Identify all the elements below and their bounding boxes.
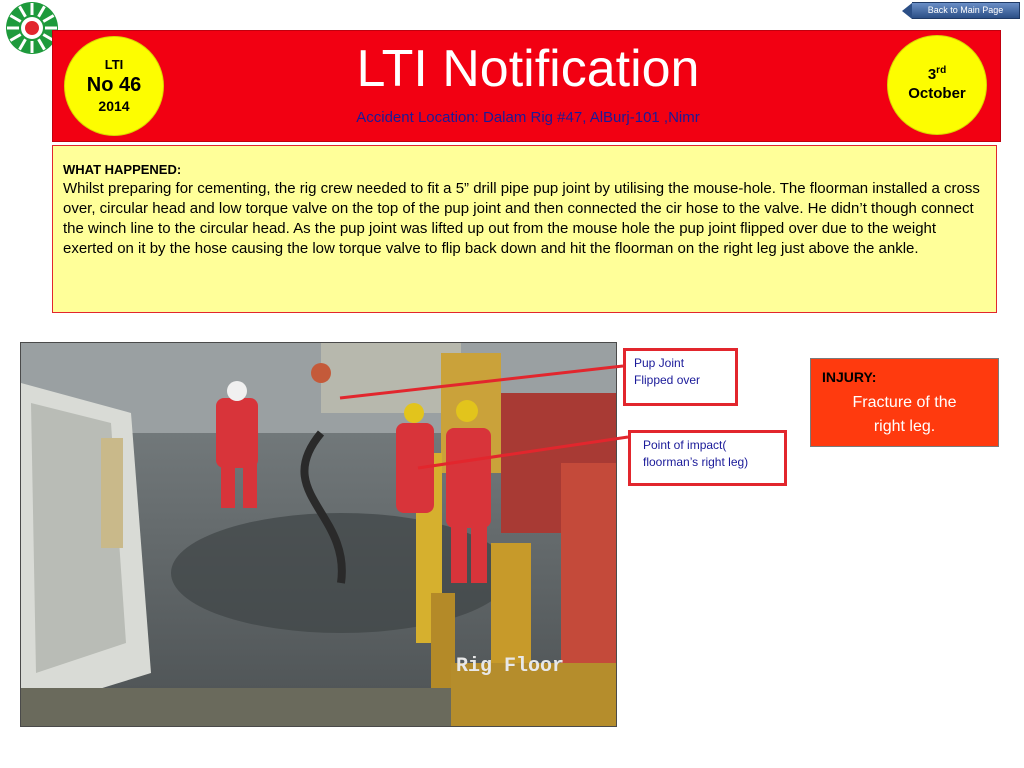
badge-lti-year: 2014 (98, 98, 130, 114)
badge-lti-label: LTI (104, 57, 124, 72)
badge-lti-number: No 46 (86, 74, 142, 96)
incident-photo (20, 342, 617, 727)
injury-text-line2: right leg. (873, 418, 936, 435)
pup-joint-callout-line1: Pup Joint (634, 356, 685, 370)
pup-joint-callout (623, 348, 738, 406)
date-badge (887, 35, 987, 135)
date-month: October (908, 85, 966, 102)
page-title: LTI Notification (356, 40, 700, 98)
what-happened-heading: WHAT HAPPENED: (63, 162, 182, 177)
injury-heading: INJURY: (822, 369, 877, 385)
lti-number-badge (64, 36, 164, 136)
back-arrow-icon (902, 3, 912, 19)
accident-location: Accident Location: Dalam Rig #47, AlBurj-101 ,Nimr (356, 109, 700, 126)
injury-text-line1: Fracture of the (852, 394, 957, 411)
what-happened-text: Whilst preparing for cementing, the rig crew needed to fit a 5” drill pipe pup joint by utilising the mouse-hole. The floorman installed a cross over, circular head and low torque valve on the top of the pup joint and then connected the cir hose to the valve. He didn’t though connect the winch line to the circular head. As the pup joint was lifted up out from the mouse hole the pup joint flipped over due to the weight exerted on it by the hose causing the low torque valve to flip back down and hit the floorman on the right leg just above the ankle. (63, 180, 980, 257)
point-of-impact-callout (628, 430, 787, 486)
injury-box (810, 358, 999, 447)
impact-callout-line2: floorman’s right leg) (643, 455, 749, 469)
what-happened-box (52, 145, 997, 313)
pup-joint-callout-line2: Flipped over (634, 373, 701, 387)
header-banner (52, 30, 1001, 142)
date-day-suffix: rd (936, 65, 947, 76)
photo-caption: Rig Floor (456, 655, 565, 678)
back-to-main-page-button[interactable] (902, 2, 1020, 19)
back-button-label: Back to Main Page (912, 2, 1020, 19)
date-day: 3rd (927, 65, 947, 83)
injury-text (811, 391, 998, 439)
impact-callout-line1: Point of impact( (643, 438, 727, 452)
